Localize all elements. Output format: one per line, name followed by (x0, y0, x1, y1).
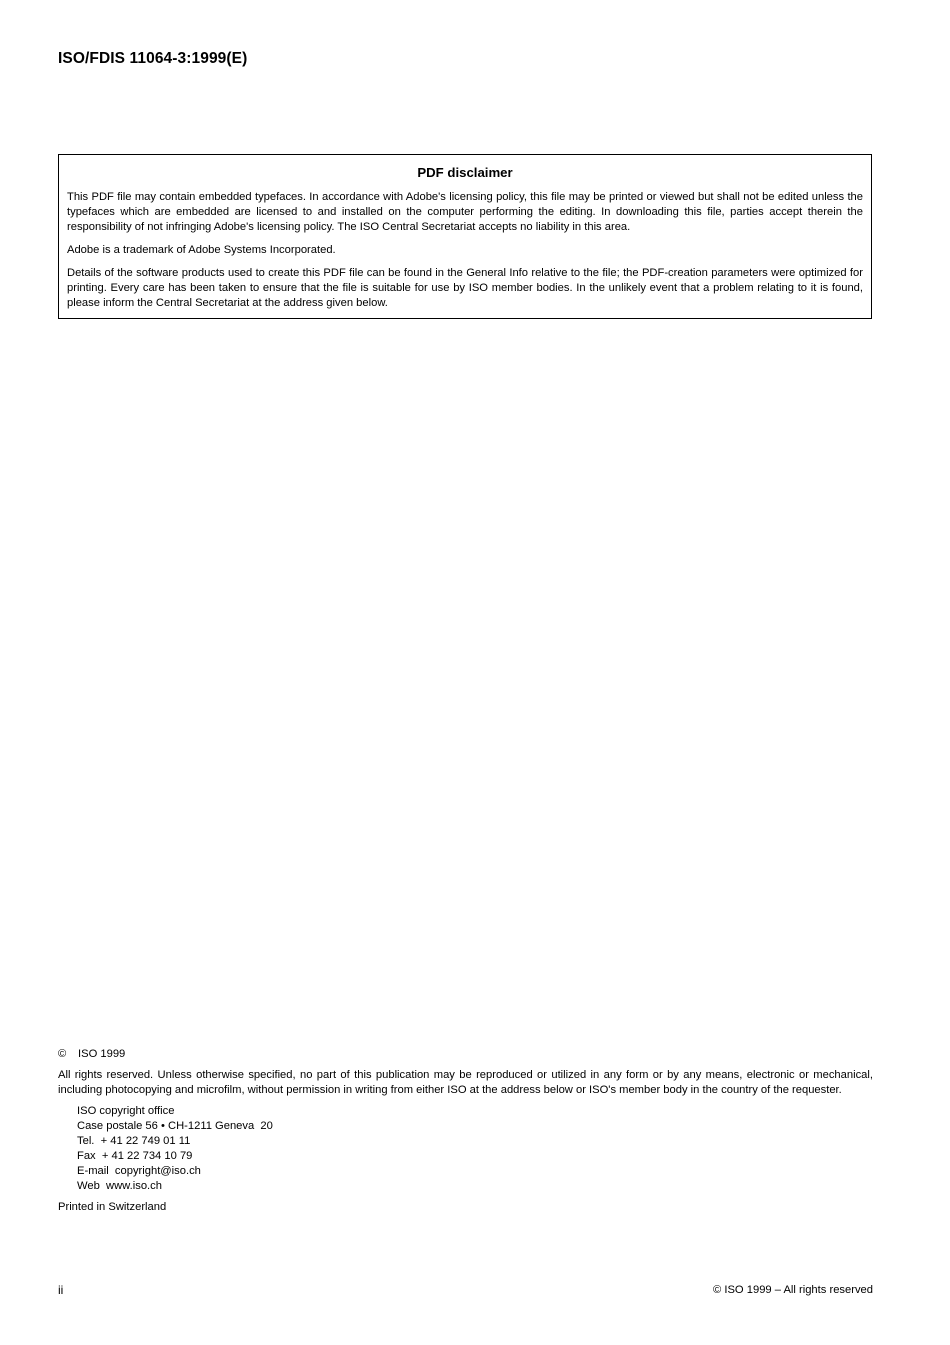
copyright-office-address (77, 1104, 873, 1194)
disclaimer-paragraph-software: Details of the software products used to create this PDF file can be found in the General Info relative to the file; the PDF-creation parameters were optimized for printing. Every care has been taken to ensure that the file is suitable for use by ISO member bodies. In the unlikely event that a problem relating to it is found, please inform the Central Secretariat at the address given below. (67, 267, 863, 309)
disclaimer-paragraph-typefaces: This PDF file may contain embedded typefaces. In accordance with Adobe's licensing policy, this file may be printed or viewed but shall not be edited unless the typefaces which are embedded are licensed to and installed on the computer performing the editing. In downloading this file, parties accept therein the responsibility of not infringing Adobe's licensing policy. The ISO Central Secretariat accepts no liability in this area. (67, 191, 863, 233)
printed-location: Printed in Switzerland (58, 1201, 167, 1213)
copyright-block (58, 1047, 873, 1215)
copyright-symbol: © (58, 1048, 67, 1060)
office-web: Web www.iso.ch (77, 1180, 162, 1192)
copyright-year: ISO 1999 (78, 1048, 126, 1060)
office-telephone: Tel. + 41 22 749 01 11 (77, 1135, 191, 1147)
footer-rights: © ISO 1999 – All rights reserved (713, 1284, 873, 1296)
office-name: ISO copyright office (77, 1105, 175, 1117)
pdf-disclaimer-box (58, 154, 872, 319)
document-id-header: ISO/FDIS 11064-3:1999(E) (58, 50, 248, 67)
office-email: E-mail copyright@iso.ch (77, 1165, 201, 1177)
rights-statement: All rights reserved. Unless otherwise specified, no part of this publication may be reproduced or utilized in any form or by any means, electronic or mechanical, including photocopying and microfilm, without permission in writing from either ISO at the address below or ISO's member body in the country of the requester. (58, 1069, 873, 1096)
office-fax: Fax + 41 22 734 10 79 (77, 1150, 193, 1162)
disclaimer-title: PDF disclaimer (417, 165, 513, 180)
copyright-line (58, 1047, 873, 1062)
office-postal-address: Case postale 56 • CH-1211 Geneva 20 (77, 1120, 273, 1132)
page-number: ii (58, 1283, 64, 1297)
disclaimer-paragraph-trademark: Adobe is a trademark of Adobe Systems Incorporated. (67, 244, 336, 256)
